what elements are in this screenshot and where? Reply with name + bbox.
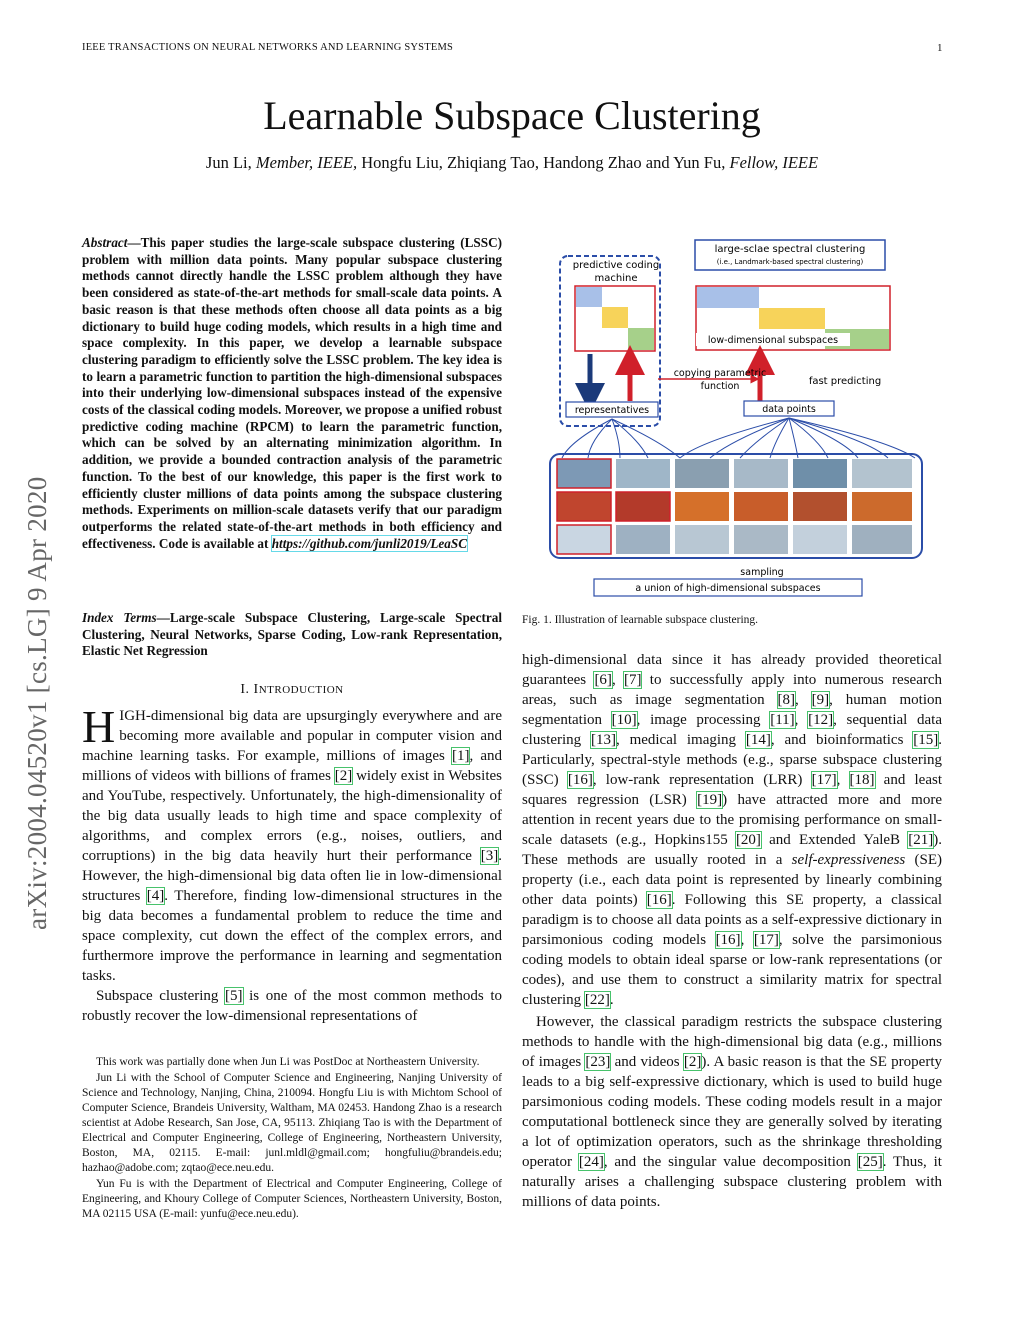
spectral-clustering-sub: (i.e., Landmark-based spectral clustering) <box>716 258 864 266</box>
citation-link[interactable]: [4] <box>146 888 165 904</box>
citation-link[interactable]: [23] <box>585 1054 611 1070</box>
citation-link[interactable]: [25] <box>857 1154 883 1170</box>
rc-text: , human motion segmentation <box>522 692 942 728</box>
rc-text: and videos <box>610 1054 684 1070</box>
rc-text: and Extended YaleB <box>760 832 909 848</box>
rc-text: , sequential data clustering <box>522 712 943 748</box>
intro-p1-a: IGH-dimensional big data are upsurgingly everywhere and are becoming more available and popular in computer vision and machine learning tasks. For example, millions of images <box>82 708 502 764</box>
rc-text: , <box>740 932 754 948</box>
citation-link[interactable]: [11] <box>770 712 795 728</box>
sample-image <box>852 459 912 488</box>
image-grid <box>557 459 912 554</box>
sample-image <box>675 459 729 488</box>
copying-label-1: copying parametric <box>673 368 767 379</box>
fast-predicting-label: fast predicting <box>808 376 882 387</box>
citation-link[interactable]: [9] <box>811 692 830 708</box>
section-title-first: I <box>253 682 259 697</box>
author-line <box>0 153 1024 173</box>
sample-image <box>793 459 847 488</box>
paper-title: Learnable Subspace Clustering <box>263 93 761 138</box>
predictive-label-2: machine <box>594 273 638 284</box>
citation-link[interactable]: [20] <box>735 832 761 848</box>
section-number: I. <box>240 682 254 697</box>
rc-text: high-dimensional data since it has already provided theoretical guarantees <box>522 652 942 688</box>
intro-text <box>82 701 502 1026</box>
intro-p2-a: Subspace clustering <box>96 988 226 1004</box>
citation-link[interactable]: [22] <box>584 992 610 1008</box>
citation-link[interactable]: [3] <box>480 848 499 864</box>
citation-link[interactable]: [18] <box>849 772 875 788</box>
citation-link[interactable]: [24] <box>578 1154 604 1170</box>
sample-image <box>616 492 670 521</box>
rc-text: . Thus, it naturally arises a challenging subspace clustering problem with millions of data points. <box>522 1154 942 1210</box>
sample-image <box>852 492 912 521</box>
dropcap: H <box>82 701 116 752</box>
running-header: IEEE TRANSACTIONS ON NEURAL NETWORKS AND LEARNING SYSTEMS <box>82 42 454 53</box>
rc-text: , medical imaging <box>615 732 746 748</box>
citation-link[interactable]: [16] <box>567 772 593 788</box>
citation-link[interactable]: [5] <box>225 988 243 1004</box>
abstract <box>82 235 502 552</box>
sample-image <box>616 459 670 488</box>
copying-label-2: function <box>700 381 740 392</box>
citation-link[interactable]: [16] <box>646 892 672 908</box>
rc-text: , image processing <box>636 712 771 728</box>
citation-link[interactable]: [13] <box>590 732 616 748</box>
citation-link[interactable]: [21] <box>908 832 934 848</box>
rc-text: (SE) property (i.e., each data point is represented by linearly combining other data points) <box>522 852 942 908</box>
footnote: Yun Fu is with the Department of Electrical and Computer Engineering, College of Engineering, and Khoury College of Computer Sciences, Northeastern University, Boston, MA 02115 USA (E-mail: yunfu@ece.neu.edu). <box>82 1178 502 1220</box>
spectral-clustering-title: large-sclae spectral clustering <box>714 244 866 255</box>
low-dim-label: low-dimensional subspaces <box>707 335 839 346</box>
citation-link[interactable]: [8] <box>777 692 796 708</box>
citation-link[interactable]: [16] <box>715 932 741 948</box>
index-terms <box>82 610 502 660</box>
rc-text: , <box>795 692 812 708</box>
citation-link[interactable]: [12] <box>808 712 834 728</box>
predictive-label-1: predictive coding <box>572 260 660 271</box>
rc-text: to successfully apply into numerous research areas, such as image segmentation <box>522 672 943 708</box>
rc-text: . <box>609 992 614 1008</box>
abstract-body: —This paper studies the large-scale subspace clustering (LSSC) problem with million data points. Many popular subspace clustering methods cannot directly handle the LSSC problem although they have been considered as state-of-the-art methods for small-scale data points. A basic reason is that these methods often choose all data points as a big dictionary to build huge coding models, which results in a high time and space complexity. In this paper, we develop a learnable subspace clustering paradigm to efficiently solve the LSSC problem. The key idea is to learn a parametric function to partition the high-dimensional subspaces into their underlying low-dimensional subspaces instead of the expensive costs of the classical coding models. Moreover, we propose a unified robust predictive coding machine (RPCM) to learn the parametric function, which can be solved by an alternating minimization algorithm. In addition, we provide a bounded contraction analysis of the parametric function. To the best of our knowledge, this paper is the first work to efficiently cluster millions of data points among the subspace clustering methods. Experiments on million-scale datasets verify that our paradigm outperforms the related state-of-the-art methods in both efficiency and effectiveness. Code is available at <box>82 235 502 551</box>
authors-rest: Hongfu Liu, Zhiqiang Tao, Handong Zhao and Yun Fu, <box>357 153 730 172</box>
citation-link[interactable]: [10] <box>611 712 637 728</box>
sample-image <box>616 525 670 554</box>
sample-image <box>734 492 788 521</box>
matrix-cell <box>759 308 825 329</box>
author-1: Jun Li, <box>205 153 256 172</box>
rc-text: , and the singular value decomposition <box>603 1154 858 1170</box>
intro-p1-d: . However, the high-dimensional big data often lie in low-dimensional structures <box>82 848 502 904</box>
sample-image <box>557 492 611 521</box>
rc-text: , low-rank representation (LRR) <box>592 772 812 788</box>
figure-1 <box>530 236 930 606</box>
sample-image <box>852 525 912 554</box>
citation-link[interactable]: [15] <box>913 732 939 748</box>
citation-link[interactable]: [19] <box>697 792 723 808</box>
arxiv-stamp: arXiv:2004.04520v1 [cs.LG] 9 Apr 2020 <box>22 476 52 930</box>
rc-text: . Following this SE property, a classical paradigm is to choose all data points as a self-expressive dictionary in parsimonious coding models <box>522 892 942 948</box>
rc-text: , <box>836 772 850 788</box>
intro-p1-e: . Therefore, finding low-dimensional structures in the big data becomes a fundamental problem to reduce the time and space complexity, cut down the effect of the complex errors, and furthermore improve the performance in learning and segmentation tasks. <box>82 888 502 984</box>
matrix-cell <box>697 287 759 308</box>
figure-caption: Fig. 1. Illustration of learnable subspace clustering. <box>522 614 759 626</box>
rc-text: ). These methods are usually rooted in a <box>522 832 942 868</box>
sample-image <box>734 459 788 488</box>
index-terms-body: —Large-scale Subspace Clustering, Large-scale Spectral Clustering, Neural Networks, Sparse Coding, Low-rank Representation, Elastic Net Regression <box>82 610 502 659</box>
citation-link[interactable]: [2] <box>683 1054 702 1070</box>
rc-text: , solve the parsimonious coding models to obtain ideal sparse or low-rank representations (or codes), and use them to construct a similarity matrix for spectral clustering <box>522 932 942 1008</box>
intro-p2-b: is one of the most common methods to robustly recover the low-dimensional representations of <box>82 988 502 1024</box>
rc-text: , <box>611 672 624 688</box>
representatives-label: representatives <box>574 405 650 416</box>
code-link[interactable]: https://github.com/junli2019/LeaSC <box>271 535 468 551</box>
rc-text: ) have attracted more and more attention in recent years due to the promising performance on small-scale datasets (e.g., Hopkins155 <box>522 792 942 848</box>
rc-text: , and bioinformatics <box>770 732 914 748</box>
citation-link[interactable]: [14] <box>745 732 771 748</box>
citation-link[interactable]: [1] <box>451 748 470 764</box>
right-column-text <box>522 650 942 1212</box>
matrix-cell <box>602 307 628 328</box>
rc-text: . Particularly, spectral-style methods (e.g., sparse subspace clustering (SSC) <box>522 732 943 788</box>
se-term: self-expressiveness <box>791 852 906 868</box>
sample-image <box>793 492 847 521</box>
sample-image <box>557 459 611 488</box>
rc-text: and least squares regression (LSR) <box>522 772 942 808</box>
sample-image <box>793 525 847 554</box>
union-label: a union of high-dimensional subspaces <box>635 583 821 594</box>
intro-p1-c: widely exist in Websites and YouTube, respectively. Unfortunately, the high-dimensionality of the big data usually leads to high time and space complexity of algorithms, and complex errors (e.g., noises, outliers, and corruptions) in the big data heavily hurt their performance <box>82 768 502 864</box>
section-heading <box>82 682 502 698</box>
sampling-label: sampling <box>740 567 784 578</box>
citation-link[interactable]: [17] <box>811 772 837 788</box>
rc-text: ). A basic reason is that the SE property leads to a big self-expressive dictionary, which is used to build huge parsimonious coding models. These coding models result in a major computational bottleneck since they are generally solved by iterating a lot of optimization operators, such as the shrinkage thresholding operator <box>522 1054 942 1170</box>
sample-image <box>734 525 788 554</box>
abstract-label: Abstract <box>82 235 128 250</box>
citation-link[interactable]: [2] <box>334 768 353 784</box>
sample-image <box>557 525 611 554</box>
citation-link[interactable]: [7] <box>623 672 642 688</box>
data-points-label: data points <box>762 404 816 415</box>
footnotes <box>82 1055 502 1223</box>
citation-link[interactable]: [17] <box>753 932 779 948</box>
rc-text: However, the classical paradigm restricts the subspace clustering methods to handle with the high-dimensional big data (e.g., millions of images <box>522 1014 942 1070</box>
sample-image <box>675 525 729 554</box>
sample-image <box>675 492 729 521</box>
sampling-links <box>562 418 915 458</box>
footnote: This work was partially done when Jun Li was PostDoc at Northeastern University. <box>96 1056 480 1068</box>
author-last-role: Fellow, IEEE <box>729 153 819 172</box>
citation-link[interactable]: [6] <box>594 672 612 688</box>
matrix-cell <box>576 287 602 307</box>
footnote: Jun Li with the School of Computer Science and Engineering, Nanjing University of Science and Technology, Nanjing, China, 210094. Hongfu Liu is with Michtom School of Computer Science, Brandeis University, Waltham, MA 02453. Handong Zhao is a research scientist at Adobe Research, San Jose, CA, 95113. Zhiqiang Tao is with the Department of Electrical and Computer Engineering, College of Engineering, Northeastern University, Boston, MA, 02115. E-mail: junl.mldl@gmail.com; hongfuliu@brandeis.edu; hazhao@adobe.com; zqtao@ece.neu.edu. <box>82 1072 502 1174</box>
intro-p1-b: , and millions of videos with billions of frames <box>82 748 502 784</box>
section-title-rest: NTRODUCTION <box>258 684 344 696</box>
matrix-cell <box>628 328 654 350</box>
page-number: 1 <box>937 42 943 54</box>
author-1-role: Member, IEEE, <box>255 153 358 172</box>
index-terms-label: Index Terms <box>82 610 157 625</box>
rc-text: , <box>794 712 809 728</box>
